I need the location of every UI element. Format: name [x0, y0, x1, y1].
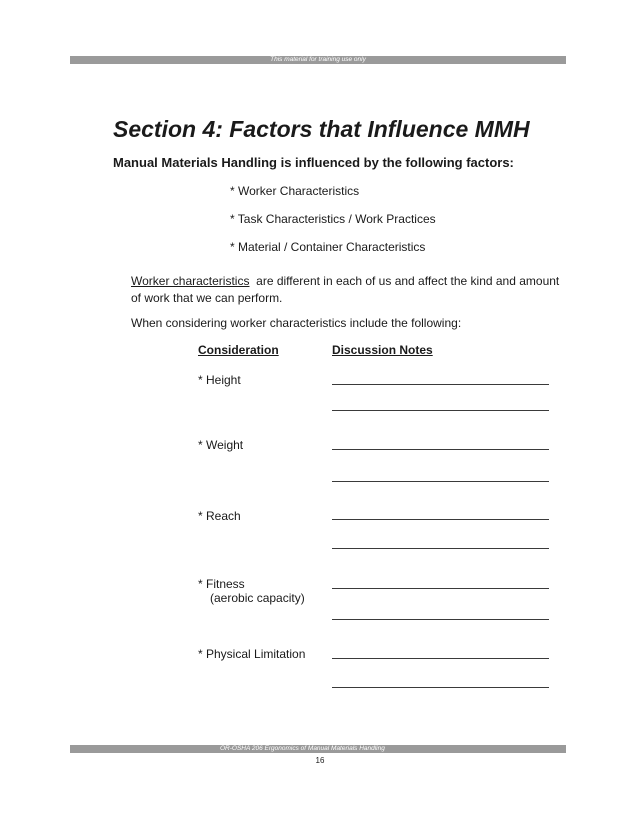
factor-item: * Task Characteristics / Work Practices: [230, 212, 436, 226]
consideration-column-header: Consideration: [198, 343, 279, 357]
notes-line[interactable]: [332, 410, 549, 411]
section-title: Section 4: Factors that Influence MMH: [113, 116, 530, 142]
consideration-sublabel: (aerobic capacity): [210, 591, 305, 605]
worker-characteristics-paragraph: [131, 273, 561, 307]
notes-line[interactable]: [332, 449, 549, 450]
consideration-item-weight: [198, 438, 243, 452]
consideration-label: * Physical Limitation: [198, 647, 306, 661]
consideration-item-height: [198, 373, 241, 387]
consideration-label: * Reach: [198, 509, 241, 523]
discussion-notes-column-header: Discussion Notes: [332, 343, 433, 357]
notes-line[interactable]: [332, 687, 549, 688]
notes-line[interactable]: [332, 519, 549, 520]
consideration-item-physical-limitation: [198, 647, 305, 661]
footer-band: [70, 745, 566, 753]
considering-paragraph: When considering worker characteristics include the following:: [131, 316, 462, 330]
notes-line[interactable]: [332, 619, 549, 620]
notes-line[interactable]: [332, 481, 549, 482]
consideration-label: * Height: [198, 373, 241, 387]
consideration-label: * Weight: [198, 438, 244, 452]
factor-item: * Worker Characteristics: [230, 184, 360, 198]
header-banner-text: This material for training use only: [270, 56, 366, 63]
notes-line[interactable]: [332, 588, 549, 589]
worker-characteristics-term: Worker characteristics: [131, 274, 250, 288]
page-number: 16: [315, 756, 325, 765]
header-band: [70, 56, 566, 64]
consideration-item-fitness: [198, 577, 305, 605]
factor-item: * Material / Container Characteristics: [230, 240, 426, 254]
intro-heading: Manual Materials Handling is influenced by the following factors:: [113, 155, 514, 170]
notes-line[interactable]: [332, 548, 549, 549]
worker-characteristics-text: are different in each of us and affect the kind and amount of work that we can perform.: [131, 274, 560, 305]
notes-line[interactable]: [332, 658, 549, 659]
notes-line[interactable]: [332, 384, 549, 385]
footer-banner-text: OR-OSHA 206 Ergonomics of Manual Materials Handling: [220, 745, 385, 752]
consideration-item-reach: [198, 509, 241, 523]
consideration-label: * Fitness: [198, 577, 245, 591]
